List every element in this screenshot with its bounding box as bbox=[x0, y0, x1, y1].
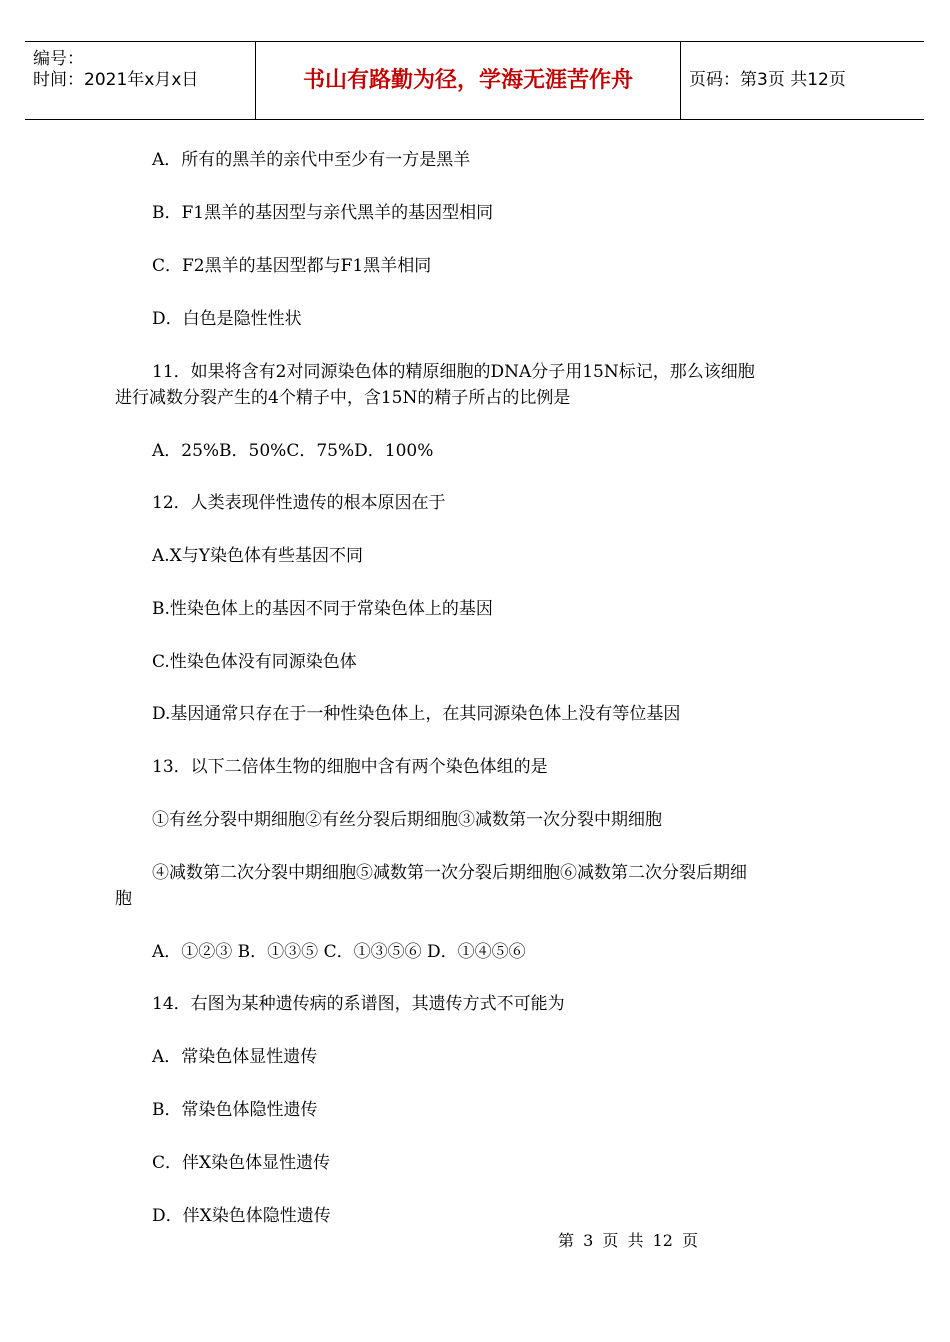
question-12-text: 12．人类表现伴性遗传的根本原因在于 bbox=[152, 493, 446, 513]
option-line: B.性染色体上的基因不同于常染色体上的基因 bbox=[152, 599, 493, 619]
question-14-text: 14．右图为某种遗传病的系谱图，其遗传方式不可能为 bbox=[152, 994, 565, 1014]
header-page-info: 页码：第3页 共12页 bbox=[689, 70, 846, 90]
option-line: A．所有的黑羊的亲代中至少有一方是黑羊 bbox=[152, 150, 471, 170]
option-line: D．白色是隐性性状 bbox=[152, 309, 302, 329]
question-11-options: A．25%B．50%C．75%D．100% bbox=[152, 441, 434, 461]
option-line: C．F2黑羊的基因型都与F1黑羊相同 bbox=[152, 256, 432, 276]
document-time-label: 时间：2021年x月x日 bbox=[33, 70, 199, 90]
option-line: C．伴X染色体显性遗传 bbox=[152, 1153, 331, 1173]
header-motto-cell bbox=[256, 42, 681, 119]
question-13-text: 13．以下二倍体生物的细胞中含有两个染色体组的是 bbox=[152, 757, 548, 777]
option-line: D.基因通常只存在于一种性染色体上，在其同源染色体上没有等位基因 bbox=[152, 704, 681, 724]
header-right-cell bbox=[681, 42, 924, 119]
question-11-text-continued: 进行减数分裂产生的4个精子中，含15N的精子所占的比例是 bbox=[115, 388, 571, 408]
header-motto: 书山有路勤为径，学海无涯苦作舟 bbox=[302, 68, 633, 93]
document-number-label: 编号： bbox=[33, 49, 84, 69]
option-line: B．F1黑羊的基因型与亲代黑羊的基因型相同 bbox=[152, 203, 494, 223]
question-11-text: 11．如果将含有2对同源染色体的精原细胞的DNA分子用15N标记，那么该细胞 bbox=[152, 362, 755, 382]
option-line: B．常染色体隐性遗传 bbox=[152, 1100, 318, 1120]
header-left-cell bbox=[25, 42, 256, 119]
option-line: A．常染色体显性遗传 bbox=[152, 1047, 318, 1067]
question-13-items: ④减数第二次分裂中期细胞⑤减数第一次分裂后期细胞⑥减数第二次分裂后期细 bbox=[152, 863, 747, 883]
option-line: C.性染色体没有同源染色体 bbox=[152, 652, 357, 672]
question-13-options: A．①②③ B．①③⑤ C．①③⑤⑥ D．①④⑤⑥ bbox=[152, 942, 526, 962]
page-footer: 第 3 页 共 12 页 bbox=[558, 1231, 698, 1250]
question-13-items: ①有丝分裂中期细胞②有丝分裂后期细胞③减数第一次分裂中期细胞 bbox=[152, 810, 662, 830]
option-line: A.X与Y染色体有些基因不同 bbox=[152, 546, 364, 566]
option-line: D．伴X染色体隐性遗传 bbox=[152, 1206, 331, 1226]
page-header bbox=[25, 41, 924, 120]
question-13-items-continued: 胞 bbox=[115, 889, 132, 909]
